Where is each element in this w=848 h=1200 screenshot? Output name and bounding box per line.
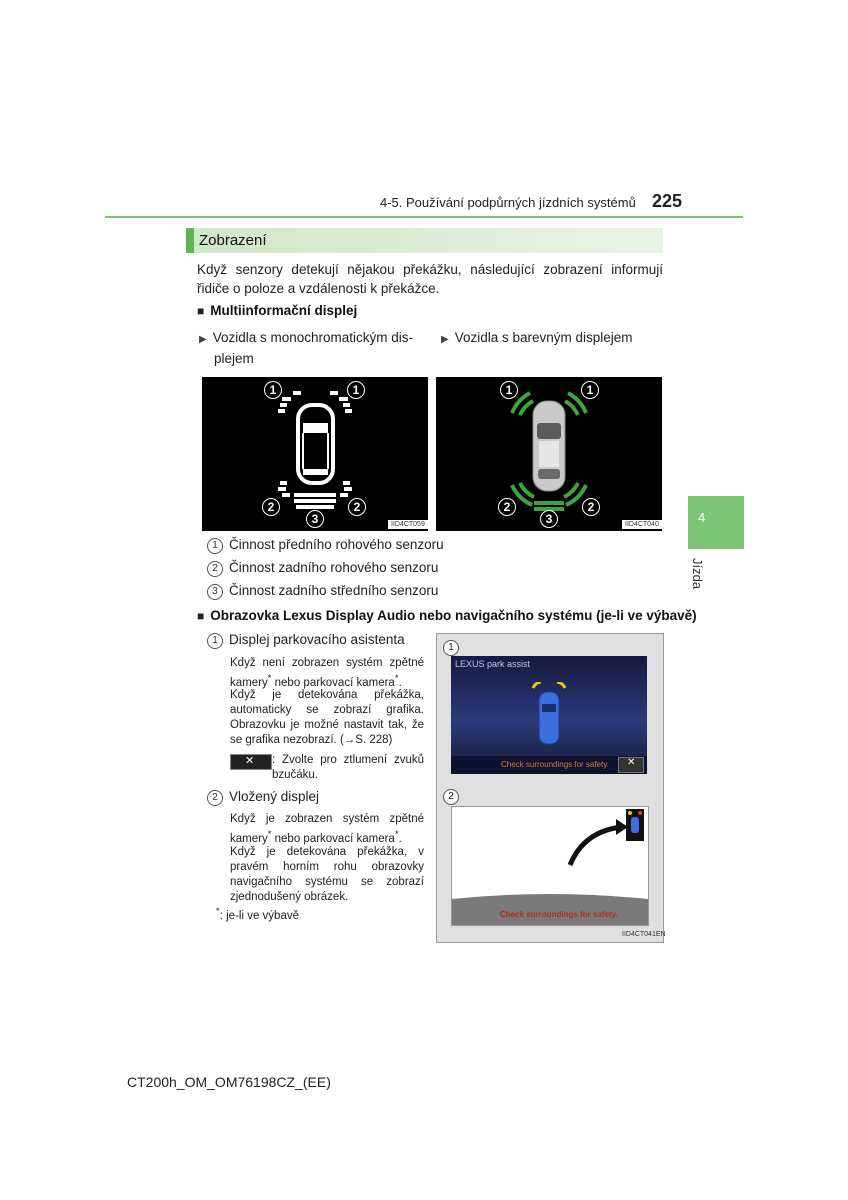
mono-car-graphic (202, 377, 428, 531)
list-item: 2 Činnost zadního rohového senzoru (207, 560, 438, 577)
intro-paragraph: Když senzory detekují nějakou překážku, následující zobrazení informují řidiče o poloze a vzdálenosti k překážce. (197, 262, 663, 296)
multi-subtitle: ■ Multiinformační displej (197, 303, 358, 318)
triangle-bullet-icon: ▶ (441, 334, 449, 345)
num-badge: 2 (348, 498, 366, 516)
color-display-image (436, 377, 662, 531)
park-assist-label: LEXUS park assist (455, 659, 531, 669)
heading-title: Zobrazení (199, 232, 267, 249)
chapter-label: Jízda (690, 558, 705, 590)
inset-screen (451, 806, 649, 926)
inset-graphic (452, 807, 648, 925)
list-item: 3 Činnost zadního středního senzoru (207, 583, 438, 600)
park-assist-note2: Když je detekována překážka, automaticky se zobrazí grafika. Obrazovku je možné nastavit tak, že se grafika nezobrazí. (→S. 228) (230, 689, 424, 746)
num-badge: 1 (581, 381, 599, 399)
num-badge: 2 (582, 498, 600, 516)
num-badge: 2 (498, 498, 516, 516)
footer-code: CT200h_OM_OM76198CZ_(EE) (127, 1074, 331, 1090)
safety-message: Check surroundings for safety. (501, 760, 609, 769)
num-badge: 3 (540, 510, 558, 528)
chapter-tab: 4 (688, 496, 744, 549)
mono-label: ▶ Vozidla s monochromatickým dis- plejem (199, 330, 414, 366)
mute-button-icon: ✕ (230, 754, 272, 770)
park-assist-title: 1 Displej parkovacího asistenta (207, 632, 405, 649)
car-top-icon (529, 682, 569, 762)
inset-note1: Když je zobrazen systém zpětné kamery* nebo parkovací kamera*. (230, 813, 424, 845)
page-number: 225 (652, 191, 683, 211)
lexus-panel (436, 633, 664, 943)
image-code: IID4CT059 (388, 520, 428, 529)
image-code: IID4CT041EN (622, 931, 666, 938)
park-assist-note1: Když není zobrazen systém zpětné kamery* nebo parkovací kamera*. (230, 657, 424, 689)
color-label: ▶ Vozidla s barevným displejem (441, 330, 633, 345)
color-car-graphic (436, 377, 662, 531)
square-bullet-icon: ■ (197, 609, 205, 623)
lexus-subtitle: ■ Obrazovka Lexus Display Audio nebo navigačního systému (je-li ve výbavě) (197, 608, 697, 623)
mute-button[interactable]: ✕ (618, 757, 644, 773)
num-badge: 1 (347, 381, 365, 399)
num-badge: 2 (262, 498, 280, 516)
triangle-bullet-icon: ▶ (199, 334, 207, 345)
header-divider (105, 216, 743, 218)
num-badge: 3 (306, 510, 324, 528)
heading-bar (186, 228, 663, 253)
park-assist-screen (451, 656, 647, 774)
num-badge: 1 (500, 381, 518, 399)
mute-text: : Zvolte pro ztlumení zvuků bzučáku. (272, 754, 424, 781)
footnote: *: je-li ve výbavě (216, 906, 299, 922)
list-item: 1 Činnost předního rohového senzoru (207, 537, 444, 554)
inset-safety-message: Check surroundings for safety. (500, 910, 618, 919)
inset-title: 2 Vložený displej (207, 789, 319, 806)
section-title: 4-5. Používání podpůrných jízdních systémů (380, 195, 636, 210)
square-bullet-icon: ■ (197, 304, 205, 318)
image-code: IID4CT040 (622, 520, 662, 529)
mono-display-image (202, 377, 428, 531)
inset-note2: Když je detekována překážka, v pravém horním rohu obrazovky navigačního systému se zobrazí zjednodušený obrázek. (230, 846, 424, 903)
panel-num-1: 1 (443, 640, 459, 656)
panel-num-2: 2 (443, 789, 459, 805)
num-badge: 1 (264, 381, 282, 399)
